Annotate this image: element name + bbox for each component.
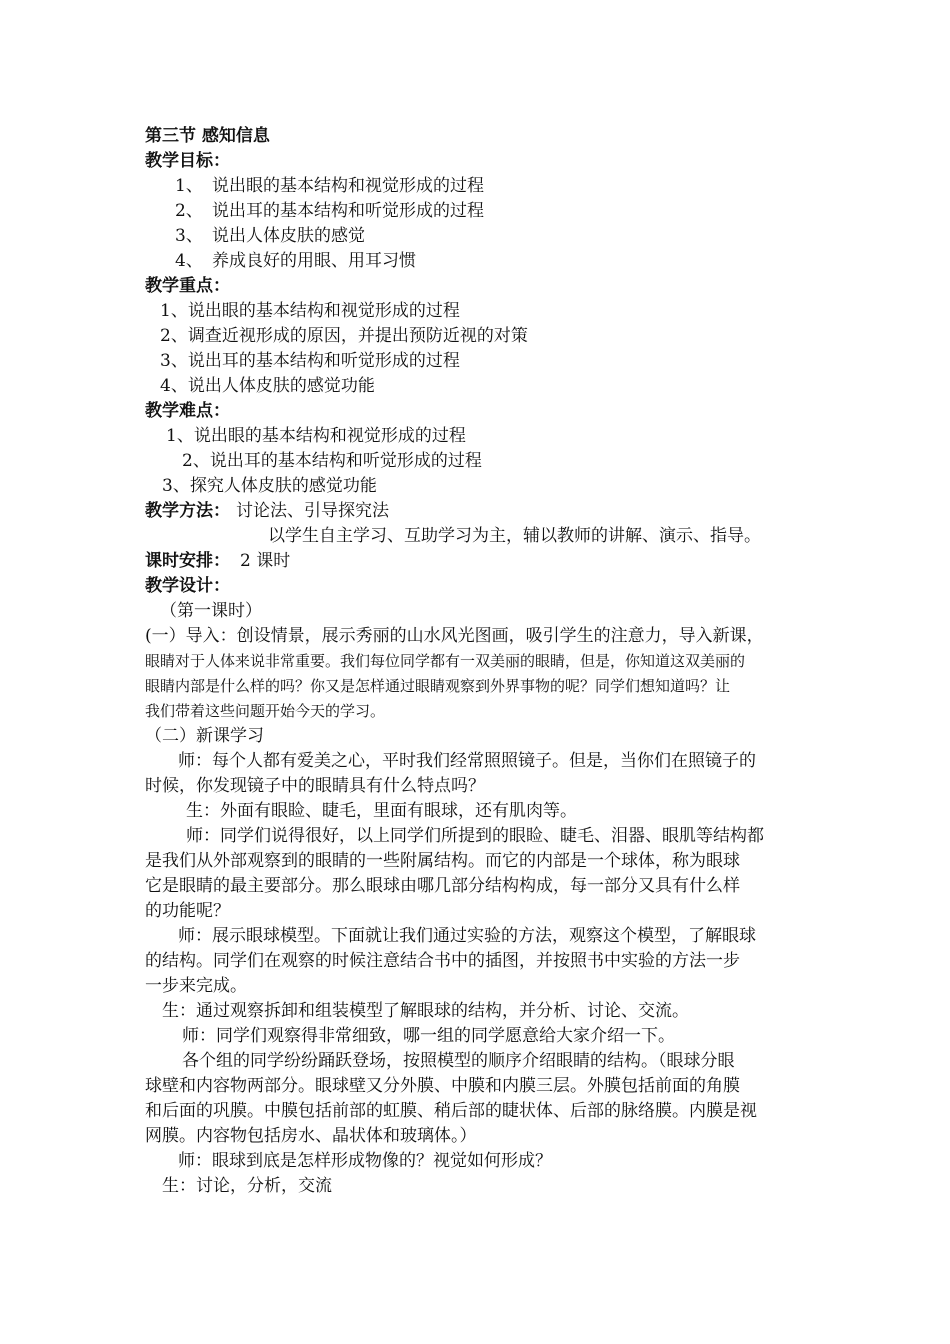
paragraph-line: 师：同学们说得很好，以上同学们所提到的眼睑、睫毛、泪器、眼肌等结构都: [186, 826, 764, 846]
lesson-label: （第一课时）: [160, 601, 262, 621]
difficulty-item: 3、探究人体皮肤的感觉功能: [162, 476, 377, 496]
section-title: 第三节 感知信息: [145, 126, 270, 146]
objectives-heading: 教学目标：: [145, 151, 230, 171]
objective-text: 养成良好的用眼、用耳习惯: [212, 251, 416, 271]
objective-num: 3、: [175, 226, 203, 246]
key-point-item: 3、说出耳的基本结构和听觉形成的过程: [160, 351, 460, 371]
design-heading: 教学设计：: [145, 576, 230, 596]
paragraph-line: 师：同学们观察得非常细致，哪一组的同学愿意给大家介绍一下。: [182, 1026, 675, 1046]
schedule-text: 2 课时: [240, 551, 291, 571]
schedule-heading: 课时安排：: [145, 551, 230, 571]
objective-num: 1、: [175, 176, 203, 196]
paragraph-line: 师：每个人都有爱美之心，平时我们经常照照镜子。但是，当你们在照镜子的: [178, 751, 756, 771]
paragraph-line: 的结构。同学们在观察的时候注意结合书中的插图，并按照书中实验的方法一步: [145, 951, 740, 971]
objective-text: 说出眼的基本结构和视觉形成的过程: [212, 176, 484, 196]
key-point-item: 1、说出眼的基本结构和视觉形成的过程: [160, 301, 460, 321]
objective-text: 说出人体皮肤的感觉: [212, 226, 365, 246]
objective-text: 说出耳的基本结构和听觉形成的过程: [212, 201, 484, 221]
paragraph-line: 生：外面有眼睑、睫毛，里面有眼球，还有肌肉等。: [186, 801, 577, 821]
key-points-heading: 教学重点：: [145, 276, 230, 296]
key-point-item: 4、说出人体皮肤的感觉功能: [160, 376, 375, 396]
methods-text: 讨论法、引导探究法: [236, 501, 389, 521]
paragraph-line: 时候，你发现镜子中的眼睛具有什么特点吗？: [145, 776, 485, 796]
paragraph-line: 眼睛内部是什么样的吗？你又是怎样通过眼睛观察到外界事物的呢？同学们想知道吗？让: [145, 677, 731, 695]
paragraph-line: (一）导入：创设情景，展示秀丽的山水风光图画，吸引学生的注意力，导入新课，: [145, 626, 764, 646]
paragraph-line: 生：讨论，分析，交流: [162, 1176, 332, 1196]
paragraph-line: 球壁和内容物两部分。眼球壁又分外膜、中膜和内膜三层。外膜包括前面的角膜: [145, 1076, 740, 1096]
objective-num: 2、: [175, 201, 203, 221]
difficulties-heading: 教学难点：: [145, 401, 230, 421]
paragraph-line: 一步来完成。: [145, 976, 247, 996]
paragraph-line: 师：展示眼球模型。下面就让我们通过实验的方法，观察这个模型，了解眼球: [178, 926, 756, 946]
paragraph-line: 师：眼球到底是怎样形成物像的？视觉如何形成？: [178, 1151, 552, 1171]
methods-detail: 以学生自主学习、互助学习为主，辅以教师的讲解、演示、指导。: [268, 526, 761, 546]
objective-num: 4、: [175, 251, 203, 271]
paragraph-line: 和后面的巩膜。中膜包括前部的虹膜、稍后部的睫状体、后部的脉络膜。内膜是视: [145, 1101, 757, 1121]
paragraph-line: 的功能呢？: [145, 901, 230, 921]
methods-heading: 教学方法：: [145, 501, 230, 521]
paragraph-line: 眼睛对于人体来说非常重要。我们每位同学都有一双美丽的眼睛，但是，你知道这双美丽的: [145, 652, 746, 670]
difficulty-item: 2、说出耳的基本结构和听觉形成的过程: [182, 451, 482, 471]
paragraph-line: 我们带着这些问题开始今天的学习。: [145, 702, 386, 720]
paragraph-line: 它是眼睛的最主要部分。那么眼球由哪几部分结构构成，每一部分又具有什么样: [145, 876, 740, 896]
paragraph-line: 网膜。内容物包括房水、晶状体和玻璃体。）: [145, 1126, 477, 1146]
difficulty-item: 1、说出眼的基本结构和视觉形成的过程: [166, 426, 466, 446]
key-point-item: 2、调查近视形成的原因，并提出预防近视的对策: [160, 326, 528, 346]
paragraph-line: 生：通过观察拆卸和组装模型了解眼球的结构，并分析、讨论、交流。: [162, 1001, 689, 1021]
section-label: （二）新课学习: [145, 726, 264, 746]
paragraph-line: 是我们从外部观察到的眼睛的一些附属结构。而它的内部是一个球体，称为眼球: [145, 851, 740, 871]
paragraph-line: 各个组的同学纷纷踊跃登场，按照模型的顺序介绍眼睛的结构。（眼球分眼: [182, 1051, 735, 1071]
